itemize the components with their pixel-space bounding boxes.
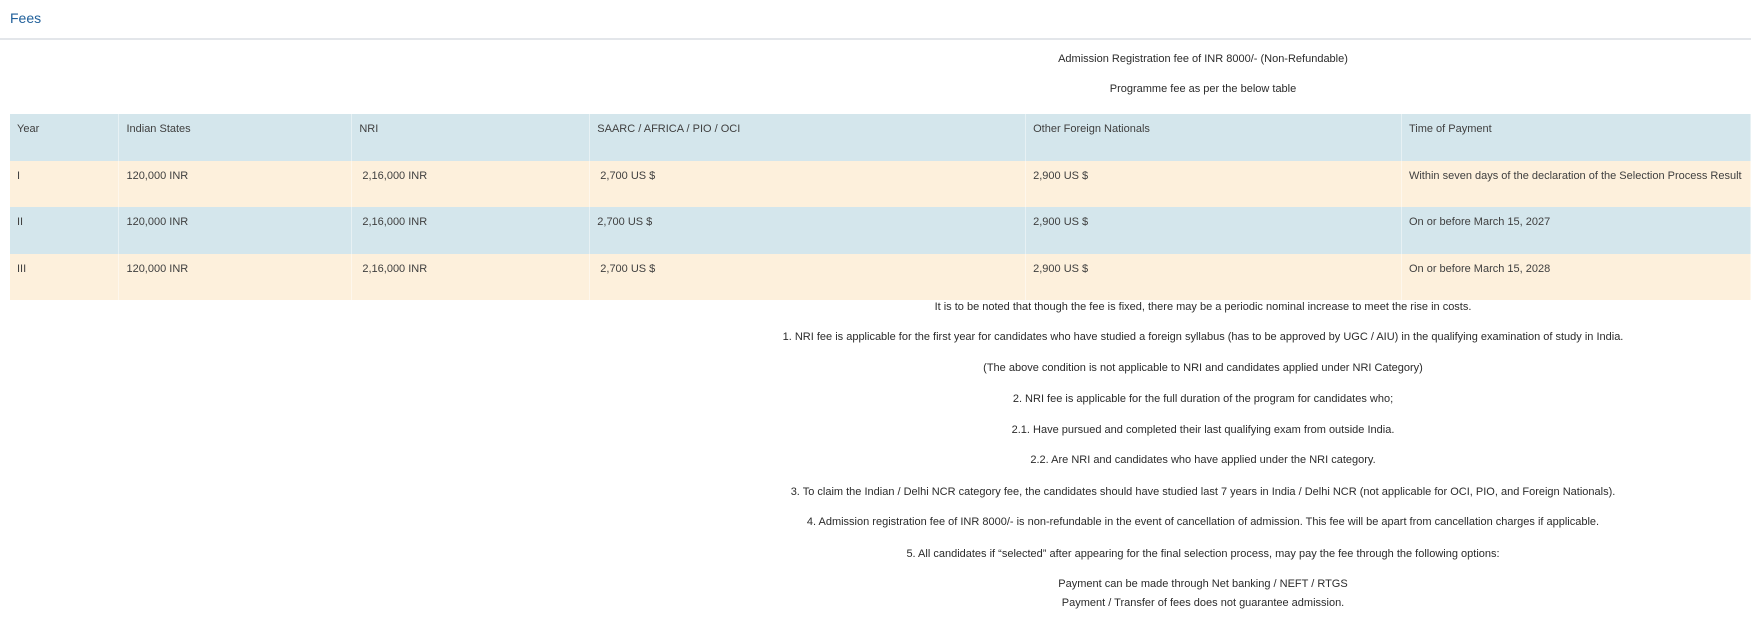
cell-time-of-payment: On or before March 15, 2028: [1401, 254, 1750, 301]
note-2-2: 2.2. Are NRI and candidates who have applied under the NRI category.: [1030, 454, 1376, 466]
cell-time-of-payment: Within seven days of the declaration of the Selection Process Result: [1401, 161, 1750, 208]
table-row: [10, 207, 1751, 254]
note-2-nri-full-duration: 2. NRI fee is applicable for the full duration of the program for candidates who;: [1012, 393, 1394, 405]
note-payment-methods: Payment can be made through Net banking / NEFT / RTGS: [1058, 578, 1348, 590]
note-no-guarantee: Payment / Transfer of fees does not guarantee admission.: [1061, 597, 1345, 609]
note-4-registration-fee: 4. Admission registration fee of INR 8000/- is non-refundable in the event of cancellation of admission. This fee will be apart from cancellation charges if applicable.: [806, 516, 1600, 528]
cell-nri: 2,16,000 INR: [352, 161, 590, 208]
cell-year: I: [10, 161, 119, 208]
column-header-year: Year: [10, 114, 119, 161]
cell-saarc: 2,700 US $: [590, 161, 1026, 208]
cell-nri: 2,16,000 INR: [352, 207, 590, 254]
cell-indian-states: 120,000 INR: [119, 161, 352, 208]
cell-other-foreign: 2,900 US $: [1026, 254, 1402, 301]
cell-year: II: [10, 207, 119, 254]
column-header-time-of-payment: Time of Payment: [1401, 114, 1750, 161]
note-2-1: 2.1. Have pursued and completed their last qualifying exam from outside India.: [1011, 424, 1395, 436]
cell-indian-states: 120,000 INR: [119, 207, 352, 254]
column-header-saarc: SAARC / AFRICA / PIO / OCI: [590, 114, 1026, 161]
note-1-nri-first-year: 1. NRI fee is applicable for the first year for candidates who have studied a foreign syllabus (has to be approved by UGC / AIU) in the qualifying examination of study in India.: [782, 331, 1624, 343]
table-header-row: [10, 114, 1751, 161]
programme-fee-text: Programme fee as per the below table: [1109, 83, 1297, 95]
column-header-nri: NRI: [352, 114, 590, 161]
cell-saarc: 2,700 US $: [590, 254, 1026, 301]
table-row: [10, 161, 1751, 208]
note-1-condition: (The above condition is not applicable to NRI and candidates applied under NRI Category): [983, 362, 1423, 374]
cell-other-foreign: 2,900 US $: [1026, 161, 1402, 208]
note-3-delhi-ncr: 3. To claim the Indian / Delhi NCR category fee, the candidates should have studied last 7 years in India / Delhi NCR (not applicable for OCI, PIO, and Foreign Nationals).: [790, 486, 1616, 498]
cell-saarc: 2,700 US $: [590, 207, 1026, 254]
cell-nri: 2,16,000 INR: [352, 254, 590, 301]
cell-year: III: [10, 254, 119, 301]
page-title: Fees: [10, 10, 42, 26]
cell-indian-states: 120,000 INR: [119, 254, 352, 301]
note-fee-increase: It is to be noted that though the fee is fixed, there may be a periodic nominal increase to meet the rise in costs.: [934, 301, 1472, 313]
table-row: [10, 254, 1751, 301]
column-header-other-foreign: Other Foreign Nationals: [1026, 114, 1402, 161]
cell-other-foreign: 2,900 US $: [1026, 207, 1402, 254]
page-header: [0, 0, 1751, 40]
fee-table: [10, 114, 1751, 300]
column-header-indian-states: Indian States: [119, 114, 352, 161]
registration-fee-text: Admission Registration fee of INR 8000/- (Non-Refundable): [1058, 53, 1348, 65]
note-5-payment-options: 5. All candidates if “selected” after appearing for the final selection process, may pay the fee through the following options:: [906, 548, 1500, 560]
cell-time-of-payment: On or before March 15, 2027: [1401, 207, 1750, 254]
